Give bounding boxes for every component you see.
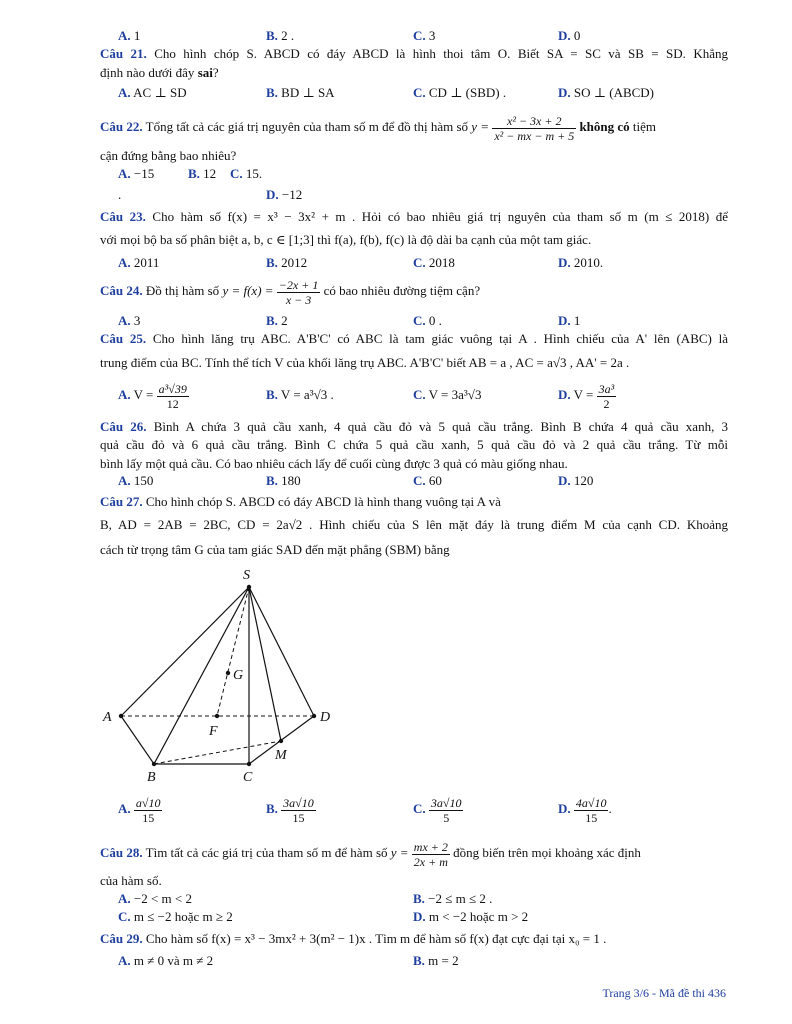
q28-label: Câu 28. [100, 845, 143, 860]
q20-opt-a: A. 1 [118, 28, 141, 43]
q25-opt-d-fraction [597, 382, 617, 411]
q22-line-1 [100, 110, 728, 144]
q27-opt-b-fraction [281, 796, 316, 825]
q25-text-1: Cho hình lăng trụ ABC. A'B'C' có ABC là tam giác vuông tại A . Hình chiếu của A' lên (ABC) là [152, 331, 728, 346]
q28-y-eq: y = [390, 845, 409, 860]
q23-opt-b: B. 2012 [266, 255, 308, 270]
q22-opt-b: B. 12 [188, 166, 217, 181]
q27-opt-d-den: 15 [585, 810, 598, 825]
q28-opt-d: D. m < −2 hoặc m > 2 [413, 909, 529, 924]
option-letter: B. [266, 473, 278, 488]
q29-label: Câu 29. [100, 931, 143, 946]
point-F [215, 714, 219, 718]
option-letter: B. [413, 891, 425, 906]
q26-label: Câu 26. [100, 419, 147, 434]
edge-SA [121, 587, 249, 716]
option-letter: B. [266, 255, 278, 270]
q25-opt-c: C. V = 3a³√3 [413, 387, 482, 402]
q27-opt-a-den: 15 [142, 810, 155, 825]
option-letter: A. [118, 313, 131, 328]
option-letter: C. [413, 28, 426, 43]
q27-line-3: cách từ trọng tâm G của tam giác SAD đến mặt phẳng (SBM) bằng [100, 542, 450, 557]
q27-opt-d-label: D. [558, 801, 571, 816]
q25-label: Câu 25. [100, 331, 147, 346]
q26-opt-d: D. 120 [558, 473, 594, 488]
q21-sai: sai [197, 65, 213, 80]
q27-opt-d [558, 792, 612, 826]
point-D [312, 714, 316, 718]
q25-opt-a [118, 378, 189, 412]
label-C: C [243, 770, 253, 785]
q23-opt-d: D. 2010. [558, 255, 604, 270]
q25-opt-a-fraction [157, 382, 189, 411]
option-letter: C. [118, 909, 131, 924]
q20-opt-d: D. 0 [558, 28, 581, 43]
option-letter: A. [118, 166, 131, 181]
option-letter: A. [118, 28, 131, 43]
q24-numerator: −2x + 1 [278, 277, 319, 292]
option-letter: C. [413, 387, 426, 402]
q25-opt-a-pre: A. V = [118, 387, 154, 402]
q21-label: Câu 21. [100, 46, 147, 61]
q27-opt-d-num: 4a√10 [575, 795, 607, 810]
option-letter: B. [188, 166, 200, 181]
q21-opt-a: A. AC ⊥ SD [118, 85, 187, 100]
option-letter: D. [558, 255, 571, 270]
point-A [119, 714, 123, 718]
q28-opt-c: C. m ≤ −2 hoặc m ≥ 2 [118, 909, 233, 924]
q25-line-2: trung điểm của BC. Tính thể tích V của khối lăng trụ ABC. A'B'C' biết AB = a , AC = a√3 , AA' = 2a . [100, 355, 630, 370]
q27-opt-c-num: 3a√10 [430, 795, 462, 810]
option-letter: D. [558, 473, 571, 488]
q27-text-1: Cho hình chóp S. ABCD có đáy ABCD là hình thang vuông tại A và [145, 494, 501, 509]
point-M [279, 739, 283, 743]
q22-text-pre: Tổng tất cả các giá trị nguyên của tham số m để đồ thị hàm số [145, 119, 469, 134]
q27-opt-d-fraction [574, 795, 612, 825]
option-letter: D. [266, 187, 279, 202]
q24-opt-c: C. 0 . [413, 313, 442, 328]
q29-line-1 [100, 930, 728, 948]
q28-denominator: 2x + m [413, 854, 448, 869]
option-letter: A. [118, 85, 131, 100]
q21-qmark: ? [212, 65, 219, 80]
label-G: G [233, 668, 244, 683]
q26-opt-c: C. 60 [413, 473, 442, 488]
q20-opt-b: B. 2 . [266, 28, 295, 43]
q26-line-2: quả cầu đỏ và 6 quả cầu trắng. Bình C chứa 5 quả cầu xanh, 5 quả cầu đỏ và 2 quả cầu trắng. Từ mỗi [100, 437, 728, 452]
page-footer: Trang 3/6 - Mã đề thi 436 [602, 986, 726, 1000]
q22-y-eq: y = [471, 119, 490, 134]
option-letter: A. [118, 255, 131, 270]
q27-opt-c-den: 5 [443, 810, 450, 825]
q25-opt-d-den: 2 [603, 396, 610, 411]
q23-line-2: với mọi bộ ba số phân biệt a, b, c ∈ [1;3] thì f(a), f(b), f(c) là độ dài ba cạnh của một tam giác. [100, 232, 592, 247]
q23-label: Câu 23. [100, 209, 146, 224]
q23-opt-a: A. 2011 [118, 255, 160, 270]
q21-text-2: định nào dưới đây [100, 65, 198, 80]
option-letter: C. [230, 166, 243, 181]
q27-label: Câu 27. [100, 494, 143, 509]
q25-opt-d-pre: D. V = [558, 387, 594, 402]
q28-line-2: của hàm số. [100, 873, 162, 888]
q28-fraction [412, 840, 450, 869]
q24-opt-a: A. 3 [118, 313, 141, 328]
q21-opt-b: B. BD ⊥ SA [266, 85, 335, 100]
q25-opt-d-num: 3a³ [598, 381, 615, 396]
edge-SM [249, 587, 281, 741]
q24-text-pre: Đồ thị hàm số [145, 283, 220, 298]
label-A: A [103, 710, 112, 725]
q22-numerator: x² − 3x + 2 [492, 114, 576, 129]
q23-opt-c: C. 2018 [413, 255, 455, 270]
option-letter: A. [118, 473, 131, 488]
q22-denominator: x² − mx − m + 5 [494, 128, 575, 143]
option-letter: B. [266, 387, 278, 402]
option-letter: D. [558, 387, 571, 402]
q25-opt-a-num: a³√39 [158, 381, 187, 396]
option-letter: C. [413, 85, 426, 100]
label-F: F [209, 724, 218, 739]
edge-AB [121, 716, 154, 764]
label-B: B [147, 770, 156, 785]
q27-opt-c [413, 792, 463, 826]
q26-line-3: bình lấy một quả cầu. Có bao nhiêu cách lấy để cuối cùng được 3 quả có màu giống nhau. [100, 456, 568, 471]
q25-opt-b: B. V = a³√3 . [266, 387, 334, 402]
q24-opt-d: D. 1 [558, 313, 581, 328]
q29-text-1: Cho hàm số f(x) = x³ − 3mx² + 3(m² − 1)x . Tìm m để hàm số f(x) đạt cực đại tại x₀ = 1 . [145, 931, 607, 946]
q20-opt-c: C. 3 [413, 28, 436, 43]
option-letter: A. [118, 891, 131, 906]
q29-opt-a: A. m ≠ 0 và m ≠ 2 [118, 953, 214, 968]
option-letter: A. [118, 953, 131, 968]
q22-opt-a: A. −15 [118, 166, 155, 181]
q21-text-1: Cho hình chóp S. ABCD có đáy ABCD là hình thoi tâm O. Biết SA = SC và SB = SD. Khẳng [154, 46, 728, 61]
option-letter: C. [413, 473, 426, 488]
q22-line-2: cận đứng bằng bao nhiêu? [100, 148, 237, 163]
q27-opt-c-label: C. [413, 801, 426, 816]
q26-opt-a: A. 150 [118, 473, 154, 488]
q22-dot: . [118, 187, 122, 202]
q22-opt-d: D. −12 [266, 187, 303, 202]
q24-denominator: x − 3 [285, 292, 312, 307]
q27-line-2: B, AD = 2AB = 2BC, CD = 2a√2 . Hình chiếu của S lên mặt đáy là trung điểm M của cạnh CD. Khoảng [100, 517, 728, 532]
q25-line-1 [100, 330, 728, 348]
q28-opt-a: A. −2 < m < 2 [118, 891, 192, 906]
q27-opt-a-num: a√10 [135, 795, 161, 810]
q22-text-post: tiệm [632, 119, 657, 134]
q27-opt-b [266, 792, 316, 826]
q28-text-pre: Tìm tất cả các giá trị của tham số m để hàm số [145, 845, 388, 860]
option-letter: C. [413, 313, 426, 328]
q24-label: Câu 24. [100, 283, 143, 298]
q25-opt-d [558, 378, 616, 412]
q22-label: Câu 22. [100, 119, 143, 134]
q27-opt-b-label: B. [266, 801, 278, 816]
q24-y-eq: y = f(x) = [222, 283, 274, 298]
q27-opt-b-num: 3a√10 [283, 795, 314, 810]
pyramid-figure [95, 565, 345, 787]
q27-opt-d-tail: . [608, 801, 612, 816]
point-G [226, 671, 230, 675]
q22-khong-co: không có [579, 119, 630, 134]
q24-fraction [277, 278, 321, 307]
option-letter: D. [558, 28, 571, 43]
option-letter: B. [266, 28, 278, 43]
q23-line-1 [100, 208, 728, 226]
q27-opt-b-den: 15 [292, 810, 305, 825]
point-S [247, 585, 251, 589]
option-letter: D. [558, 313, 571, 328]
edge-SF-hidden [217, 587, 249, 716]
q27-opt-a-fraction [134, 796, 163, 825]
q27-opt-a-label: A. [118, 801, 131, 816]
q23-text-1: Cho hàm số f(x) = x³ − 3x² + m . Hỏi có bao nhiêu giá trị nguyên của tham số m (m ≤ 2018) để [152, 209, 728, 224]
label-M: M [275, 748, 287, 763]
option-letter: D. [558, 85, 571, 100]
option-letter: C. [413, 255, 426, 270]
point-B [152, 762, 156, 766]
q22-opt-c: C. 15. [230, 166, 263, 181]
q22-fraction [492, 114, 576, 143]
q24-text-post: có bao nhiêu đường tiệm cận? [323, 283, 481, 298]
option-letter: A. [118, 387, 131, 402]
q25-opt-a-den: 12 [166, 396, 179, 411]
option-letter: B. [266, 85, 278, 100]
q29-opt-b: B. m = 2 [413, 953, 459, 968]
q27-opt-c-fraction [429, 796, 464, 825]
edge-BM-hidden [154, 741, 281, 764]
q21-opt-d: D. SO ⊥ (ABCD) [558, 85, 655, 100]
edge-SD [249, 587, 314, 716]
q26-text-1: Bình A chứa 3 quả cầu xanh, 4 quả cầu đỏ và 5 quả cầu trắng. Bình B chứa 4 quả cầu xanh, 3 [153, 419, 729, 434]
q28-text-post: đồng biến trên mọi khoảng xác định [453, 845, 641, 860]
q21-opt-c: C. CD ⊥ (SBD) . [413, 85, 507, 100]
label-S: S [243, 568, 250, 583]
q21-line-1 [100, 45, 728, 63]
q28-line-1 [100, 836, 728, 870]
q24-opt-b: B. 2 [266, 313, 288, 328]
option-letter: D. [413, 909, 426, 924]
q28-numerator: mx + 2 [413, 839, 448, 854]
label-D: D [320, 710, 331, 725]
option-letter: B. [266, 313, 278, 328]
q27-line-1 [100, 493, 728, 511]
q24-line-1 [100, 274, 728, 308]
q28-opt-b: B. −2 ≤ m ≤ 2 . [413, 891, 493, 906]
q27-opt-a [118, 792, 162, 826]
q21-line-2 [100, 64, 728, 82]
q26-opt-b: B. 180 [266, 473, 301, 488]
option-letter: B. [413, 953, 425, 968]
q26-line-1 [100, 418, 728, 436]
point-C [247, 762, 251, 766]
